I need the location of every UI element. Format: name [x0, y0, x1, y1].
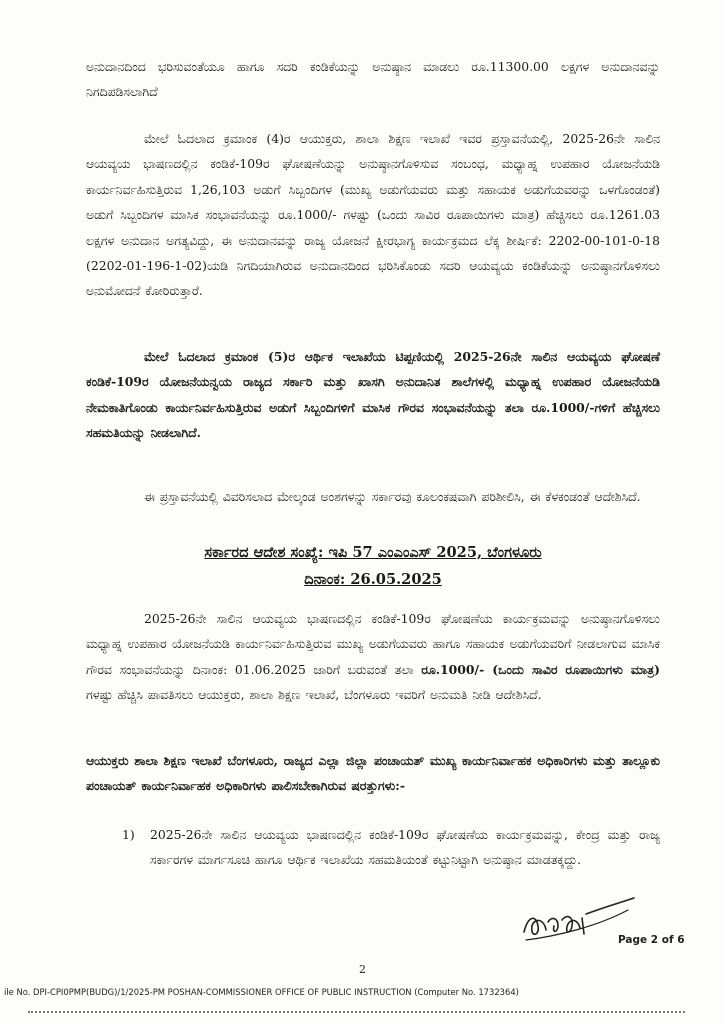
paragraph-commissioner-proposal: ಮೇಲೆ ಓದಲಾದ ಕ್ರಮಾಂಕ (4)ರ ಆಯುಕ್ತರು, ಶಾಲಾ ಶಿಕ್ಷಣ ಇಲಾಖೆ ಇವರ ಪ್ರಸ್ತಾವನೆಯಲ್ಲಿ, 2025-26ನೇ ಸಾಲಿನ ಆಯವ್ಯಯ ಭಾಷಣದಲ್ಲಿನ ಕಂಡಿಕೆ-109ರ ಘೋಷಣೆಯನ್ನು ಅನುಷ್ಠಾನಗೊಳಿಸುವ ಸಂಬಂಧ, ಮಧ್ಯಾಹ್ನ ಉಪಹಾರ ಯೋಜನೆಯಡಿ ಕಾರ್ಯನಿರ್ವಹಿಸುತ್ತಿರುವ 1,26,103 ಅಡುಗೆ ಸಿಬ್ಬಂದಿಗಳ (ಮುಖ್ಯ ಅಡುಗೆಯವರು ಮತ್ತು ಸಹಾಯಕ ಅಡುಗೆಯವರನ್ನು ಒಳಗೊಂಡಂತೆ) ಅಡುಗೆ ಸಿಬ್ಬಂದಿಗಳ ಮಾಸಿಕ ಸಂಭಾವನೆಯನ್ನು ರೂ.1000/- ಗಳಷ್ಟು (ಒಂದು ಸಾವಿರ ರೂಪಾಯಿಗಳು ಮಾತ್ರ) ಹೆಚ್ಚಿಸಲು ರೂ.1261.03 ಲಕ್ಷಗಳ ಅನುದಾನ ಅಗತ್ಯವಿದ್ದು, ಈ ಅನುದಾನವನ್ನು ರಾಜ್ಯ ಯೋಜನೆ ಕ್ಷೀರಭಾಗ್ಯ ಕಾರ್ಯಕ್ರಮದ ಲೆಕ್ಕ ಶೀರ್ಷಿಕೆ: 2202-00-101-0-18 (2202-01-196-1-02)ಯಡಿ ನಿಗದಿಯಾಗಿರುವ ಅನುದಾನದಿಂದ ಭರಿಸಿಕೊಂಡು ಸದರಿ ಆಯವ್ಯಯ ಕಂಡಿಕೆಯನ್ನು ಅನುಷ್ಠಾನಗೊಳಿಸಲು ಅನುಮೋದನೆ ಕೋರಿರುತ್ತಾರೆ.: [86, 131, 660, 299]
order-body-text: 2025-26ನೇ ಸಾಲಿನ ಆಯವ್ಯಯ ಭಾಷಣದಲ್ಲಿನ ಕಂಡಿಕೆ-109ರ ಘೋಷಣೆಯ ಕಾರ್ಯಕ್ರಮವನ್ನು ಅನುಷ್ಠಾನಗೊಳಿಸಲು ಮಧ್ಯಾಹ್ನ ಉಪಹಾರ ಯೋಜನೆಯಡಿ ಕಾರ್ಯನಿರ್ವಹಿಸುತ್ತಿರುವ ಮುಖ್ಯ ಅಡುಗೆಯವರು ಹಾಗೂ ಸಹಾಯಕ ಅಡುಗೆಯವರಿಗೆ ನೀಡಲಾಗುವ ಮಾಸಿಕ ಗೌರವ ಸಂಭಾವನೆಯನ್ನು ದಿನಾಂಕ: 01.06.2025 ಜಾರಿಗೆ ಬರುವಂತೆ ತಲಾ: [86, 611, 660, 677]
paragraph-order-body: [86, 606, 660, 708]
condition-number: 1): [122, 827, 135, 842]
file-reference-footer: ile No. DPI-CPI0PMP(BUDG)/1/2025-PM POSHAN-COMMISSIONER OFFICE OF PUBLIC INSTRUCTION (Computer No. 1732364): [4, 987, 519, 997]
paragraph-finance-note: ಮೇಲೆ ಓದಲಾದ ಕ್ರಮಾಂಕ (5)ರ ಆರ್ಥಿಕ ಇಲಾಖೆಯ ಟಿಪ್ಪಣಿಯಲ್ಲಿ 2025-26ನೇ ಸಾಲಿನ ಆಯವ್ಯಯ ಘೋಷಣೆ ಕಂಡಿಕೆ-109ರ ಯೋಜನೆಯನ್ವಯ ರಾಜ್ಯದ ಸರ್ಕಾರಿ ಮತ್ತು ಖಾಸಗಿ ಅನುದಾನಿತ ಶಾಲೆಗಳಲ್ಲಿ ಮಧ್ಯಾಹ್ನ ಉಪಹಾರ ಯೋಜನೆಯಡಿ ನೇಮಕಾತಿಗೊಂಡು ಕಾರ್ಯನಿರ್ವಹಿಸುತ್ತಿರುವ ಅಡುಗೆ ಸಿಬ್ಬಂದಿಗಳಿಗೆ ಮಾಸಿಕ ಗೌರವ ಸಂಭಾವನೆಯನ್ನು ತಲಾ ರೂ.1000/-ಗಳಿಗೆ ಹೆಚ್ಚಿಸಲು ಸಹಮತಿಯನ್ನು ನೀಡಲಾಗಿದೆ.: [86, 349, 660, 441]
paragraph-grant-allocation: ಅನುದಾನದಿಂದ ಭರಿಸುವಂತೆಯೂ ಹಾಗೂ ಸದರಿ ಕಂಡಿಕೆಯನ್ನು ಅನುಷ್ಠಾನ ಮಾಡಲು ರೂ.11300.00 ಲಕ್ಷಗಳ ಅನುದಾನವನ್ನು ನಿಗದಿಪಡಿಸಲಾಗಿದೆ: [86, 59, 660, 100]
paragraph-conditions-heading: ಆಯುಕ್ತರು ಶಾಲಾ ಶಿಕ್ಷಣ ಇಲಾಖೆ ಬೆಂಗಳೂರು, ರಾಜ್ಯದ ಎಲ್ಲಾ ಜಿಲ್ಲಾ ಪಂಚಾಯತ್ ಮುಖ್ಯ ಕಾರ್ಯನಿರ್ವಾಹಕ ಅಧಿಕಾರಿಗಳು ಮತ್ತು ತಾಲ್ಲೂಕು ಪಂಚಾಯತ್ ಕಾರ್ಯನಿರ್ವಾಹಕ ಅಧಿಕಾರಿಗಳು ಪಾಲಿಸಬೇಕಾಗಿರುವ ಷರತ್ತುಗಳು:-: [86, 753, 660, 794]
cropped-footer-line: [0, 1010, 725, 1015]
page-count-label: Page 2 of 6: [618, 934, 685, 946]
government-order-date: ದಿನಾಂಕ: 26.05.2025: [304, 571, 442, 588]
condition-item-1: [122, 822, 660, 873]
paragraph-government-review: ಈ ಪ್ರಸ್ತಾವನೆಯಲ್ಲಿ ವಿವರಿಸಲಾದ ಮೇಲ್ಕಂಡ ಅಂಶಗಳನ್ನು ಸರ್ಕಾರವು ಕೂಲಂಕಷವಾಗಿ ಪರಿಶೀಲಿಸಿ, ಈ ಕೆಳಕಂಡಂತೆ ಆದೇಶಿಸಿದೆ.: [144, 489, 641, 504]
order-amount-bold: ರೂ.1000/- (ಒಂದು ಸಾವಿರ ರೂಪಾಯಿಗಳು ಮಾತ್ರ): [421, 661, 661, 677]
page-number: 2: [359, 963, 366, 976]
condition-text: 2025-26ನೇ ಸಾಲಿನ ಆಯವ್ಯಯ ಭಾಷಣದಲ್ಲಿನ ಕಂಡಿಕೆ-109ರ ಘೋಷಣೆಯ ಕಾರ್ಯಕ್ರಮವನ್ನು, ಕೇಂದ್ರ ಮತ್ತು ರಾಜ್ಯ ಸರ್ಕಾರಗಳ ಮಾರ್ಗಸೂಚಿ ಹಾಗೂ ಆರ್ಥಿಕ ಇಲಾಖೆಯ ಸಹಮತಿಯಂತೆ ಕಟ್ಟುನಿಟ್ಟಾಗಿ ಅನುಷ್ಠಾನ ಮಾಡತಕ್ಕದ್ದು.: [150, 827, 660, 868]
government-order-number: ಸರ್ಕಾರದ ಆದೇಶ ಸಂಖ್ಯೆ: ಇಪಿ 57 ಎಂಎಂಎಸ್ 2025, ಬೆಂಗಳೂರು: [204, 544, 542, 561]
order-body-end: ಗಳಷ್ಟು ಹೆಚ್ಚಿಸಿ ಪಾವತಿಸಲು ಆಯುಕ್ತರು, ಶಾಲಾ ಶಿಕ್ಷಣ ಇಲಾಖೆ, ಬೆಂಗಳೂರು ಇವರಿಗೆ ಅನುಮತಿ ನೀಡಿ ಆದೇಶಿಸಿದೆ.: [86, 687, 542, 703]
